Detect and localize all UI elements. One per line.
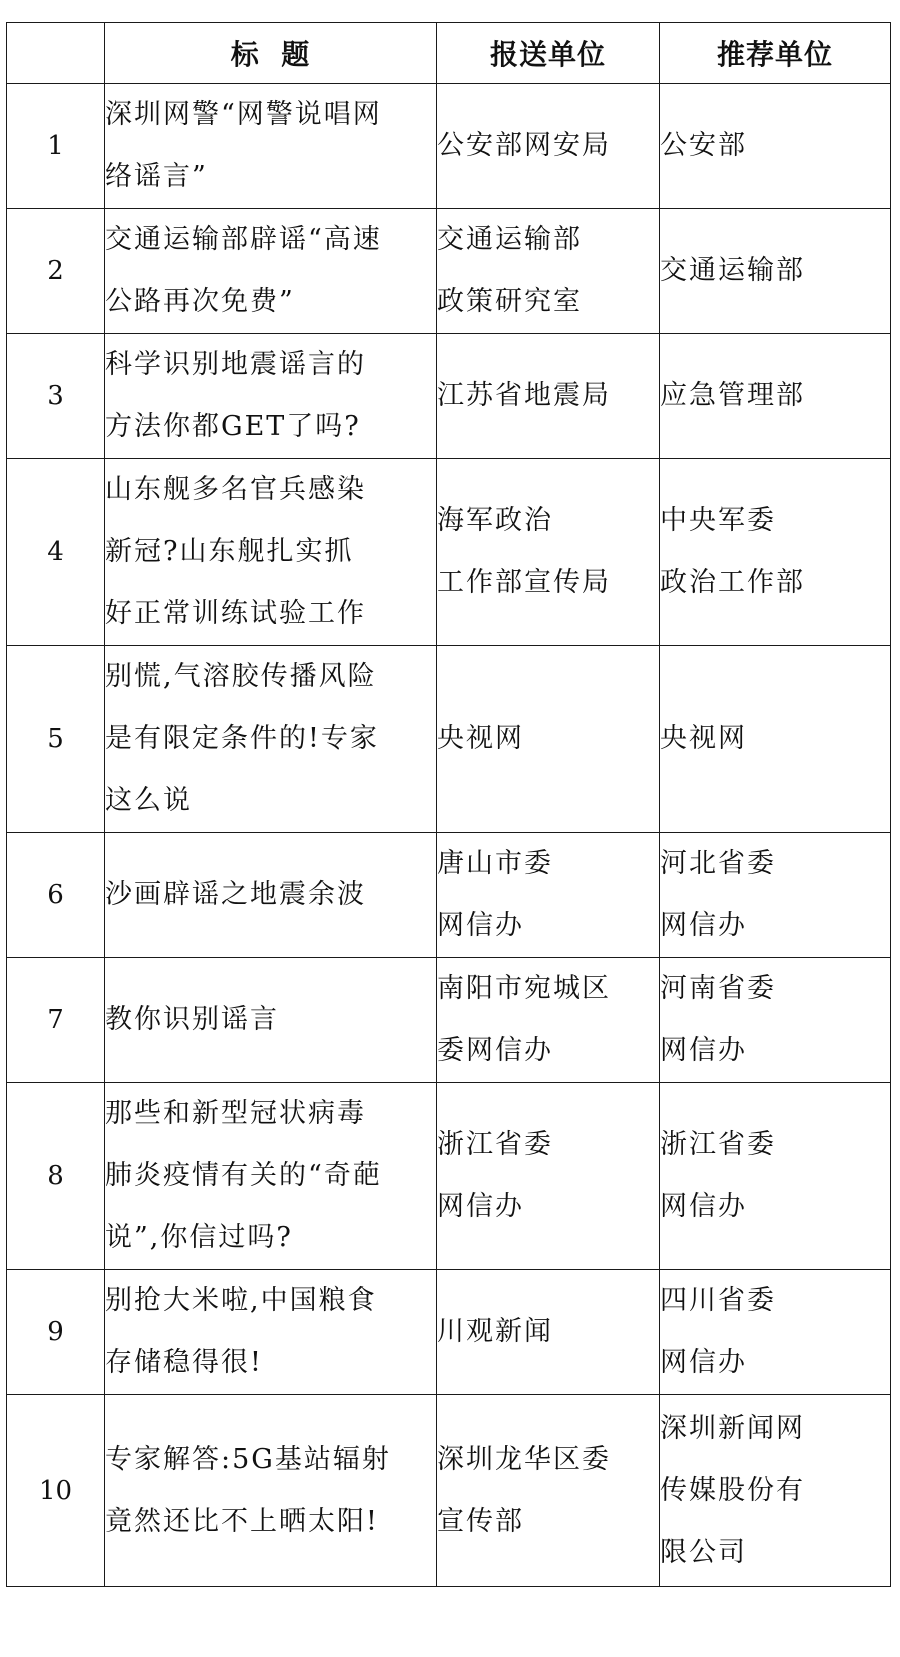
cell-text-line: 新冠?山东舰扎实抓 [105,536,354,567]
recommending-unit-cell [660,646,891,833]
row-number: 8 [7,1083,105,1270]
reporting-unit-cell [437,1395,660,1587]
cell-text-line: 央视网 [437,723,524,754]
cell-text-line: 网信办 [660,910,747,941]
row-number: 5 [7,646,105,833]
recommending-unit-cell [660,84,891,209]
cell-text-line: 竟然还比不上晒太阳! [105,1505,379,1537]
cell-text-line: 交通运输部 [660,255,805,286]
row-number: 3 [7,334,105,459]
row-number: 1 [7,84,105,209]
table-row [7,1083,891,1270]
table-row [7,1395,891,1587]
header-recommending-unit: 推荐单位 [660,23,891,84]
cell-text-line: 科学识别地震谣言的 [105,349,366,380]
cell-text-line: 南阳市宛城区 [437,973,611,1004]
cell-text-line: 江苏省地震局 [437,380,611,411]
cell-text-line: 川观新闻 [437,1316,553,1347]
title-cell [105,1270,437,1395]
recommending-unit-cell [660,459,891,646]
cell-text-line: 河南省委 [660,973,776,1004]
cell-text-line: 宣传部 [437,1505,524,1537]
cell-text-line: 应急管理部 [660,380,805,411]
cell-text-line: 政策研究室 [437,286,582,317]
reporting-unit-cell [437,958,660,1083]
title-cell [105,1083,437,1270]
table-row [7,209,891,334]
cell-text-line: 海军政治 [437,505,553,536]
reporting-unit-cell [437,459,660,646]
row-number: 7 [7,958,105,1083]
cell-text-line: 说”,你信过吗? [105,1222,293,1253]
reporting-unit-cell [437,646,660,833]
cell-text-line: 深圳网警“网警说唱网 [105,99,382,130]
cell-text-line: 沙画辟谣之地震余波 [105,879,366,910]
cell-text-line: 网信办 [437,910,524,941]
cell-text-line: 传媒股份有 [660,1474,805,1506]
recommending-unit-cell [660,1395,891,1587]
title-cell [105,84,437,209]
cell-text-line: 那些和新型冠状病毒 [105,1098,366,1129]
cell-text-line: 公安部 [660,130,747,161]
header-reporting-unit: 报送单位 [437,23,660,84]
rumor-list-table [6,22,891,1587]
title-cell [105,334,437,459]
cell-text-line: 浙江省委 [437,1129,553,1160]
cell-text-line: 存储稳得很! [105,1347,263,1378]
cell-text-line: 委网信办 [437,1035,553,1066]
cell-text-line: 深圳龙华区委 [437,1443,611,1475]
reporting-unit-cell [437,1270,660,1395]
cell-text-line: 河北省委 [660,848,776,879]
table-row [7,646,891,833]
cell-text-line: 浙江省委 [660,1129,776,1160]
recommending-unit-cell [660,1083,891,1270]
recommending-unit-cell [660,209,891,334]
title-cell [105,1395,437,1587]
recommending-unit-cell [660,833,891,958]
cell-text-line: 好正常训练试验工作 [105,598,366,629]
cell-text-line: 别慌,气溶胶传播风险 [105,661,377,692]
title-cell [105,833,437,958]
cell-text-line: 深圳新闻网 [660,1412,805,1444]
cell-text-line: 网信办 [660,1347,747,1378]
recommending-unit-cell [660,334,891,459]
recommending-unit-cell [660,1270,891,1395]
cell-text-line: 公安部网安局 [437,130,611,161]
header-number [7,23,105,84]
cell-text-line: 公路再次免费” [105,286,295,317]
cell-text-line: 山东舰多名官兵感染 [105,474,366,505]
cell-text-line: 网信办 [660,1035,747,1066]
row-number: 6 [7,833,105,958]
table-row [7,84,891,209]
reporting-unit-cell [437,1083,660,1270]
cell-text-line: 交通运输部辟谣“高速 [105,224,382,255]
cell-text-line: 唐山市委 [437,848,553,879]
cell-text-line: 教你识别谣言 [105,1004,279,1035]
title-cell [105,209,437,334]
recommending-unit-cell [660,958,891,1083]
cell-text-line: 工作部宣传局 [437,567,611,598]
row-number: 9 [7,1270,105,1395]
reporting-unit-cell [437,334,660,459]
cell-text-line: 专家解答:5G基站辐射 [105,1443,391,1475]
cell-text-line: 政治工作部 [660,567,805,598]
cell-text-line: 是有限定条件的!专家 [105,723,379,754]
cell-text-line: 中央军委 [660,505,776,536]
table-row [7,1270,891,1395]
cell-text-line: 交通运输部 [437,224,582,255]
cell-text-line: 肺炎疫情有关的“奇葩 [105,1160,382,1191]
table-row [7,334,891,459]
cell-text-line: 这么说 [105,785,192,816]
reporting-unit-cell [437,833,660,958]
cell-text-line: 方法你都GET了吗? [105,411,361,442]
table-row [7,459,891,646]
cell-text-line: 络谣言” [105,161,208,192]
title-cell [105,958,437,1083]
cell-text-line: 别抢大米啦,中国粮食 [105,1285,377,1316]
table-row [7,958,891,1083]
cell-text-line: 网信办 [660,1191,747,1222]
row-number: 2 [7,209,105,334]
table-row [7,833,891,958]
title-cell [105,646,437,833]
header-title: 标 题 [105,23,437,84]
cell-text-line: 央视网 [660,723,747,754]
cell-text-line: 四川省委 [660,1285,776,1316]
title-cell [105,459,437,646]
cell-text-line: 网信办 [437,1191,524,1222]
header-row [7,23,891,84]
row-number: 10 [7,1395,105,1587]
reporting-unit-cell [437,209,660,334]
cell-text-line: 限公司 [660,1536,747,1568]
reporting-unit-cell [437,84,660,209]
row-number: 4 [7,459,105,646]
